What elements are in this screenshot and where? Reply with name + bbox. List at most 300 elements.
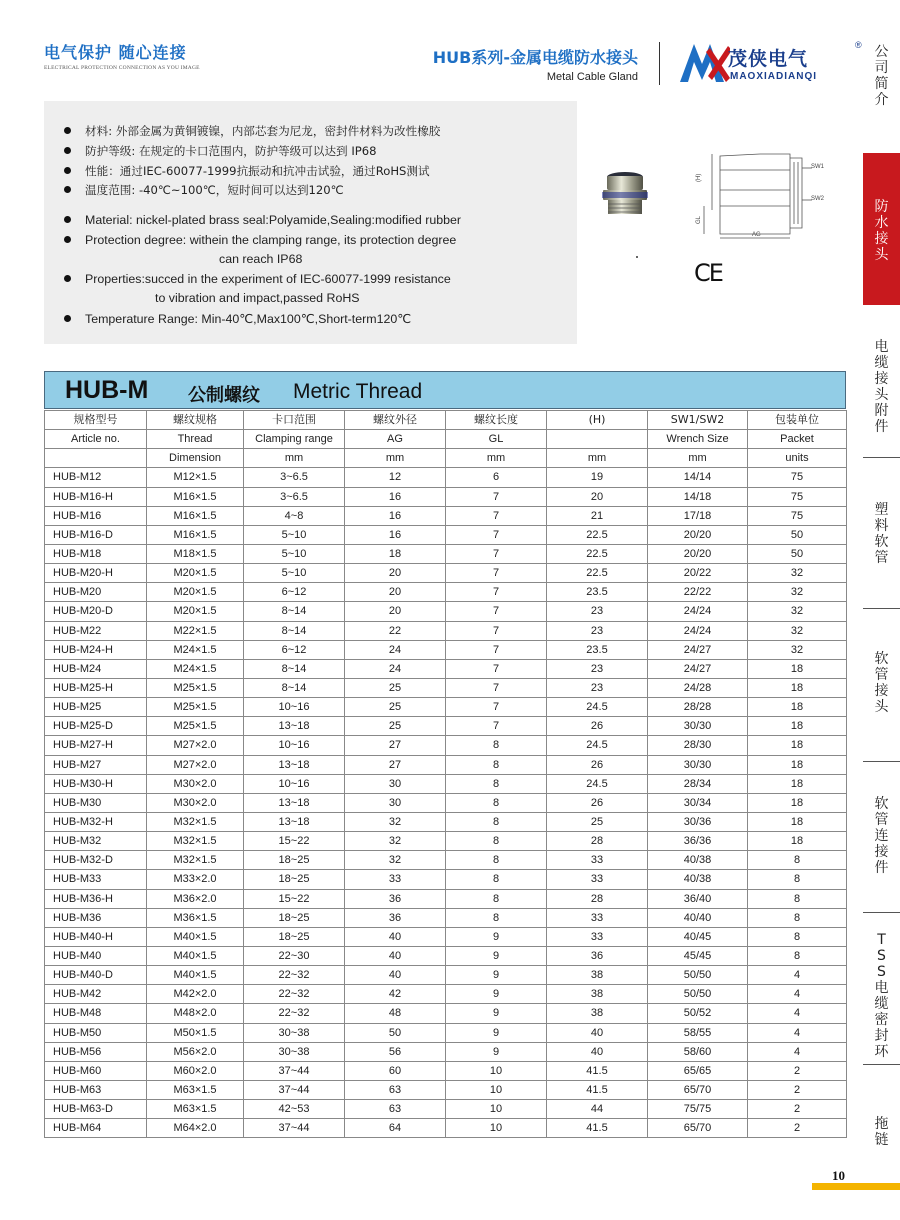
table-row <box>45 1042 847 1061</box>
feature-text: Properties:succed in the experiment of IEC-60077-1999 resistance <box>85 272 451 286</box>
table-cell: 65/65 <box>648 1061 748 1080</box>
header-cell: 螺纹外径 <box>345 411 446 430</box>
article-no-cell: HUB-M56 <box>45 1042 147 1061</box>
table-cell: M40×1.5 <box>147 966 244 985</box>
table-cell: 28/34 <box>648 774 748 793</box>
table-cell: 56 <box>345 1042 446 1061</box>
table-cell: 30/36 <box>648 812 748 831</box>
table-row <box>45 717 847 736</box>
feature-item <box>64 233 456 247</box>
table-cell: 40 <box>547 1042 648 1061</box>
table-cell: 50 <box>748 525 847 544</box>
ag-label: AG <box>752 232 761 238</box>
table-cell: 30/34 <box>648 793 748 812</box>
table-cell: 18 <box>748 717 847 736</box>
header-cell: Packet <box>748 430 847 449</box>
table-row <box>45 1004 847 1023</box>
table-cell: 50 <box>345 1023 446 1042</box>
article-no-cell: HUB-M48 <box>45 1004 147 1023</box>
article-no-cell: HUB-M24 <box>45 659 147 678</box>
table-cell: 37~44 <box>244 1061 345 1080</box>
table-row <box>45 544 847 563</box>
table-title-cn: 公制螺纹 <box>188 385 260 406</box>
header-cell: mm <box>547 449 648 468</box>
table-cell: 21 <box>547 506 648 525</box>
table-cell: 30 <box>345 774 446 793</box>
table-cell: 8 <box>748 851 847 870</box>
table-cell: 23 <box>547 621 648 640</box>
article-no-cell: HUB-M42 <box>45 985 147 1004</box>
table-cell: 3~6.5 <box>244 468 345 487</box>
gl-label: GL <box>696 215 702 224</box>
article-no-cell: HUB-M32-D <box>45 851 147 870</box>
table-cell: 5~10 <box>244 544 345 563</box>
table-cell: 9 <box>446 1023 547 1042</box>
table-cell: 7 <box>446 640 547 659</box>
table-cell: M32×1.5 <box>147 851 244 870</box>
table-cell: M48×2.0 <box>147 1004 244 1023</box>
table-cell: 50/50 <box>648 985 748 1004</box>
bullet-icon <box>64 236 71 243</box>
header-cell: mm <box>244 449 345 468</box>
table-row <box>45 621 847 640</box>
table-cell: 19 <box>547 468 648 487</box>
header-cell: Article no. <box>45 430 147 449</box>
table-cell: 28 <box>547 832 648 851</box>
header-cell: mm <box>446 449 547 468</box>
table-cell: 3~6.5 <box>244 487 345 506</box>
table-cell: 75/75 <box>648 1100 748 1119</box>
article-no-cell: HUB-M24-H <box>45 640 147 659</box>
table-cell: 6 <box>446 468 547 487</box>
nav-divider <box>863 457 900 458</box>
table-cell: 8~14 <box>244 602 345 621</box>
table-cell: 10 <box>446 1119 547 1138</box>
table-cell: M40×1.5 <box>147 946 244 965</box>
table-cell: 14/18 <box>648 487 748 506</box>
table-cell: 7 <box>446 487 547 506</box>
cable-gland-photo <box>598 170 654 218</box>
table-cell: 10~16 <box>244 698 345 717</box>
bullet-icon <box>64 186 71 193</box>
header-cell: 规格型号 <box>45 411 147 430</box>
table-cell: 26 <box>547 755 648 774</box>
table-cell: 15~22 <box>244 832 345 851</box>
table-cell: 24.5 <box>547 774 648 793</box>
table-cell: 9 <box>446 946 547 965</box>
header-cell: Wrench Size <box>648 430 748 449</box>
article-no-cell: HUB-M50 <box>45 1023 147 1042</box>
table-row <box>45 755 847 774</box>
table-cell: 6~12 <box>244 583 345 602</box>
table-cell: 50/50 <box>648 966 748 985</box>
table-cell: 25 <box>345 717 446 736</box>
table-cell: 24/24 <box>648 621 748 640</box>
table-cell: 7 <box>446 698 547 717</box>
table-cell: 75 <box>748 468 847 487</box>
feature-text-continued: can reach IP68 <box>219 252 303 266</box>
feature-item <box>64 143 377 159</box>
table-cell: 58/55 <box>648 1023 748 1042</box>
header-cell: units <box>748 449 847 468</box>
table-cell: 22~32 <box>244 1004 345 1023</box>
table-cell: 10 <box>446 1100 547 1119</box>
nav-divider <box>863 1064 900 1065</box>
table-cell: 24.5 <box>547 698 648 717</box>
table-cell: 7 <box>446 564 547 583</box>
header-cell: SW1/SW2 <box>648 411 748 430</box>
nav-divider <box>863 761 900 762</box>
table-cell: 4 <box>748 1004 847 1023</box>
table-cell: M22×1.5 <box>147 621 244 640</box>
table-cell: M20×1.5 <box>147 583 244 602</box>
table-cell: M24×1.5 <box>147 640 244 659</box>
article-no-cell: HUB-M63-D <box>45 1100 147 1119</box>
table-cell: 50 <box>748 544 847 563</box>
article-no-cell: HUB-M30-H <box>45 774 147 793</box>
table-cell: 8 <box>748 908 847 927</box>
table-cell: 8 <box>748 927 847 946</box>
bullet-icon <box>64 167 71 174</box>
nav-label: 软管连接件 <box>874 796 889 876</box>
table-row <box>45 525 847 544</box>
table-cell: M63×1.5 <box>147 1100 244 1119</box>
sw2-label: SW2 <box>811 196 825 202</box>
table-cell: 7 <box>446 506 547 525</box>
table-cell: 15~22 <box>244 889 345 908</box>
article-no-cell: HUB-M36-H <box>45 889 147 908</box>
nav-label: 防水接头 <box>874 199 889 263</box>
feature-item <box>64 163 430 179</box>
table-cell: 65/70 <box>648 1119 748 1138</box>
article-no-cell: HUB-M16-H <box>45 487 147 506</box>
table-cell: 8 <box>748 946 847 965</box>
features-list <box>44 101 574 344</box>
table-cell: 41.5 <box>547 1119 648 1138</box>
table-cell: 9 <box>446 1004 547 1023</box>
article-no-cell: HUB-M40-H <box>45 927 147 946</box>
table-cell: 8 <box>446 851 547 870</box>
nav-item-tss-seal-ring[interactable] <box>863 932 900 1060</box>
table-cell: 8 <box>446 832 547 851</box>
table-cell: 18~25 <box>244 870 345 889</box>
product-title-cn: HUB系列-金属电缆防水接头 <box>432 48 638 67</box>
table-cell: 25 <box>547 812 648 831</box>
table-cell: 8 <box>748 870 847 889</box>
brand-name-en: MAOXIADIANQI <box>730 71 817 82</box>
table-cell: 22 <box>345 621 446 640</box>
table-cell: 18~25 <box>244 927 345 946</box>
table-cell: 24 <box>345 659 446 678</box>
table-row <box>45 678 847 697</box>
table-cell: 22.5 <box>547 544 648 563</box>
page-number: 10 <box>832 1168 845 1183</box>
table-header-row-units <box>45 449 847 468</box>
table-cell: 18 <box>748 832 847 851</box>
nav-divider <box>863 912 900 913</box>
table-cell: 32 <box>345 832 446 851</box>
table-row <box>45 851 847 870</box>
table-cell: 8~14 <box>244 659 345 678</box>
table-cell: 18 <box>748 659 847 678</box>
article-no-cell: HUB-M64 <box>45 1119 147 1138</box>
feature-text: 防护等级: 在规定的卡口范围内，防护等级可以达到 IP68 <box>85 144 377 158</box>
table-cell: 20 <box>345 602 446 621</box>
table-cell: 40/45 <box>648 927 748 946</box>
table-cell: 63 <box>345 1100 446 1119</box>
table-header-row-cn <box>45 411 847 430</box>
table-cell: 38 <box>547 985 648 1004</box>
table-cell: M12×1.5 <box>147 468 244 487</box>
article-no-cell: HUB-M20 <box>45 583 147 602</box>
nav-item-cable-accessories[interactable] <box>863 339 900 449</box>
table-row <box>45 659 847 678</box>
table-cell: 50/52 <box>648 1004 748 1023</box>
table-cell: 40/40 <box>648 908 748 927</box>
product-title-en: Metal Cable Gland <box>546 71 638 83</box>
table-row <box>45 927 847 946</box>
table-cell: 7 <box>446 678 547 697</box>
table-cell: 30~38 <box>244 1023 345 1042</box>
feature-item <box>64 182 344 198</box>
table-cell: 36/40 <box>648 889 748 908</box>
feature-text-continued: to vibration and impact,passed RoHS <box>155 291 360 305</box>
header-cell: GL <box>446 430 547 449</box>
table-cell: 10~16 <box>244 736 345 755</box>
table-cell: 20 <box>345 564 446 583</box>
table-cell: M40×1.5 <box>147 927 244 946</box>
table-cell: 17/18 <box>648 506 748 525</box>
nav-label: 软管接头 <box>874 651 889 715</box>
table-cell: 18 <box>748 793 847 812</box>
table-title-band <box>44 371 846 409</box>
table-row <box>45 468 847 487</box>
table-cell: 4 <box>748 1023 847 1042</box>
bullet-icon <box>64 275 71 282</box>
table-cell: 20 <box>547 487 648 506</box>
table-cell: 8 <box>446 793 547 812</box>
table-cell: 8 <box>446 736 547 755</box>
header-cell: 螺纹长度 <box>446 411 547 430</box>
table-row <box>45 946 847 965</box>
table-row <box>45 908 847 927</box>
table-cell: M27×2.0 <box>147 755 244 774</box>
table-cell: 23 <box>547 678 648 697</box>
header-cell: Clamping range <box>244 430 345 449</box>
table-cell: M20×1.5 <box>147 564 244 583</box>
table-cell: M16×1.5 <box>147 506 244 525</box>
table-cell: 4 <box>748 966 847 985</box>
slogan-en: ELECTRICAL PROTECTION CONNECTION AS YOU IMAGE <box>44 65 200 71</box>
logo-mark-icon <box>680 40 730 84</box>
header-cell: AG <box>345 430 446 449</box>
table-cell: M24×1.5 <box>147 659 244 678</box>
table-cell: 40/38 <box>648 851 748 870</box>
table-cell: 7 <box>446 659 547 678</box>
table-cell: 22/22 <box>648 583 748 602</box>
table-cell: 2 <box>748 1100 847 1119</box>
product-title <box>433 45 638 83</box>
h-label: (H) <box>696 173 702 182</box>
table-cell: 5~10 <box>244 525 345 544</box>
table-cell: M16×1.5 <box>147 487 244 506</box>
table-cell: M32×1.5 <box>147 812 244 831</box>
table-cell: M36×2.0 <box>147 889 244 908</box>
header-cell: 包装单位 <box>748 411 847 430</box>
table-cell: 20/20 <box>648 544 748 563</box>
table-cell: M32×1.5 <box>147 832 244 851</box>
table-cell: 22~32 <box>244 985 345 1004</box>
table-row <box>45 1119 847 1138</box>
table-cell: 14/14 <box>648 468 748 487</box>
table-cell: 24.5 <box>547 736 648 755</box>
table-cell: 75 <box>748 506 847 525</box>
table-cell: 23 <box>547 659 648 678</box>
table-cell: 2 <box>748 1080 847 1099</box>
nav-item-drag-chain[interactable] <box>863 1116 900 1156</box>
sw1-label: SW1 <box>811 164 825 170</box>
article-no-cell: HUB-M16-D <box>45 525 147 544</box>
table-cell: M30×2.0 <box>147 793 244 812</box>
table-cell: 24/24 <box>648 602 748 621</box>
table-cell: M64×2.0 <box>147 1119 244 1138</box>
table-row <box>45 487 847 506</box>
table-cell: 26 <box>547 793 648 812</box>
table-cell: 7 <box>446 602 547 621</box>
bullet-icon <box>64 147 71 154</box>
table-row <box>45 1061 847 1080</box>
table-cell: 4 <box>748 1042 847 1061</box>
table-row <box>45 564 847 583</box>
table-cell: 9 <box>446 927 547 946</box>
table-cell: 7 <box>446 544 547 563</box>
header-cell: Dimension <box>147 449 244 468</box>
table-cell: 33 <box>547 870 648 889</box>
table-cell: M30×2.0 <box>147 774 244 793</box>
table-row <box>45 698 847 717</box>
table-row <box>45 812 847 831</box>
table-row <box>45 583 847 602</box>
page-footer-bar <box>812 1183 900 1190</box>
table-cell: M25×1.5 <box>147 698 244 717</box>
table-cell: 7 <box>446 525 547 544</box>
header-divider <box>659 42 660 85</box>
table-cell: 24/28 <box>648 678 748 697</box>
feature-text: 温度范围: -40℃~100℃，短时间可以达到120℃ <box>85 183 344 197</box>
nav-item-waterproof-joint[interactable] <box>863 153 900 305</box>
table-cell: M42×2.0 <box>147 985 244 1004</box>
nav-label: TSS电缆密封环 <box>874 932 889 1060</box>
table-cell: 4~8 <box>244 506 345 525</box>
table-cell: 23.5 <box>547 640 648 659</box>
article-no-cell: HUB-M32-H <box>45 812 147 831</box>
table-cell: 48 <box>345 1004 446 1023</box>
feature-item <box>64 272 451 286</box>
feature-text: Protection degree: withein the clamping range, its protection degree <box>85 233 457 247</box>
table-cell: 32 <box>748 621 847 640</box>
nav-item-hose-fittings[interactable] <box>863 796 900 881</box>
table-cell: 20/20 <box>648 525 748 544</box>
table-cell: 40 <box>345 946 446 965</box>
table-cell: 45/45 <box>648 946 748 965</box>
table-cell: 8 <box>446 870 547 889</box>
table-cell: 27 <box>345 755 446 774</box>
table-cell: 32 <box>345 812 446 831</box>
table-cell: 9 <box>446 966 547 985</box>
feature-item <box>64 123 440 139</box>
table-cell: M56×2.0 <box>147 1042 244 1061</box>
table-cell: 22~32 <box>244 966 345 985</box>
nav-item-company-profile[interactable] <box>863 44 900 154</box>
header-cell <box>547 430 648 449</box>
table-cell: 60 <box>345 1061 446 1080</box>
table-cell: 32 <box>748 564 847 583</box>
article-no-cell: HUB-M18 <box>45 544 147 563</box>
table-cell: M25×1.5 <box>147 678 244 697</box>
table-row <box>45 889 847 908</box>
table-cell: 28 <box>547 889 648 908</box>
table-cell: 30 <box>345 793 446 812</box>
brand-name-cn: 茂侠电气 <box>728 48 809 70</box>
table-cell: 30~38 <box>244 1042 345 1061</box>
brand-logo <box>680 40 860 90</box>
nav-item-hose-connector[interactable] <box>863 651 900 721</box>
table-cell: 30/30 <box>648 717 748 736</box>
table-cell: 18 <box>748 774 847 793</box>
table-cell: 6~12 <box>244 640 345 659</box>
table-cell: 30/30 <box>648 755 748 774</box>
table-cell: 7 <box>446 583 547 602</box>
table-cell: 18 <box>748 678 847 697</box>
table-cell: 8 <box>446 774 547 793</box>
feature-text: Temperature Range: Min-40℃,Max100℃,Short-term120℃ <box>85 312 412 326</box>
article-no-cell: HUB-M25-D <box>45 717 147 736</box>
table-cell: 32 <box>345 851 446 870</box>
slogan-cn: 电气保护 随心连接 <box>44 43 187 62</box>
table-cell: 42 <box>345 985 446 1004</box>
spec-table <box>44 410 847 1138</box>
header-cell: mm <box>648 449 748 468</box>
nav-item-plastic-hose[interactable] <box>863 502 900 572</box>
table-cell: 33 <box>547 927 648 946</box>
table-cell: 24/27 <box>648 640 748 659</box>
dot-mark <box>636 256 638 258</box>
table-cell: 28/30 <box>648 736 748 755</box>
feature-text: Material: nickel-plated brass seal:Polyamide,Sealing:modified rubber <box>85 213 462 227</box>
table-cell: 18 <box>748 698 847 717</box>
header-cell: (H) <box>547 411 648 430</box>
header-cell <box>45 449 147 468</box>
table-row <box>45 985 847 1004</box>
table-cell: 18 <box>748 755 847 774</box>
table-cell: 8 <box>446 908 547 927</box>
article-no-cell: HUB-M36 <box>45 908 147 927</box>
article-no-cell: HUB-M60 <box>45 1061 147 1080</box>
header-cell: mm <box>345 449 446 468</box>
header-cell: 卡口范围 <box>244 411 345 430</box>
table-cell: 65/70 <box>648 1080 748 1099</box>
table-cell: 10~16 <box>244 774 345 793</box>
table-cell: 18~25 <box>244 908 345 927</box>
table-cell: 7 <box>446 621 547 640</box>
table-cell: 40/38 <box>648 870 748 889</box>
article-no-cell: HUB-M33 <box>45 870 147 889</box>
article-no-cell: HUB-M40-D <box>45 966 147 985</box>
table-cell: M16×1.5 <box>147 525 244 544</box>
table-cell: 10 <box>446 1080 547 1099</box>
table-cell: M36×1.5 <box>147 908 244 927</box>
bullet-icon <box>64 216 71 223</box>
